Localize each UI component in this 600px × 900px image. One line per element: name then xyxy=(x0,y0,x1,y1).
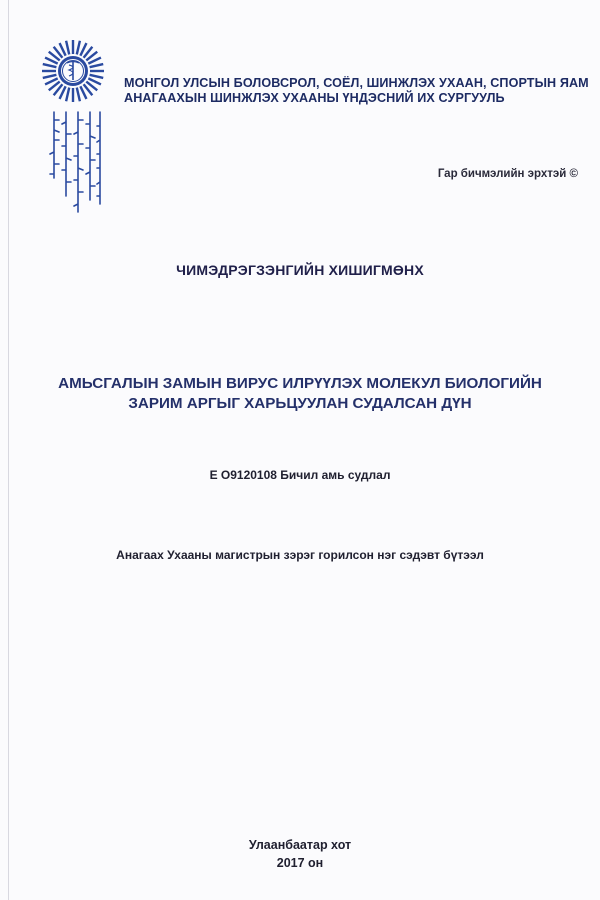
copyright-note: Гар бичмэлийн эрхтэй © xyxy=(437,168,578,180)
mongolian-script-icon xyxy=(44,108,104,218)
ministry-line-1: МОНГОЛ УЛСЫН БОЛОВСРОЛ, СОЁЛ, ШИНЖЛЭХ УХААН, СПОРТЫН ЯАМ xyxy=(124,76,589,90)
place-and-year xyxy=(0,836,600,872)
logo-ray xyxy=(77,88,80,102)
logo-ray xyxy=(43,75,57,78)
logo-ray xyxy=(66,88,69,102)
logo-ray xyxy=(90,75,104,78)
thesis-title-line-2: ЗАРИМ АРГЫГ ХАРЬЦУУЛАН СУДАЛСАН ДҮН xyxy=(128,395,472,412)
logo-ray xyxy=(43,64,57,67)
page-edge xyxy=(8,0,9,900)
logo-ray xyxy=(66,41,69,55)
logo-ray xyxy=(90,64,104,67)
year: 2017 он xyxy=(276,856,324,870)
ministry-header xyxy=(124,76,589,106)
university-name: АНАГААХЫН ШИНЖЛЭХ УХААНЫ ҮНДЭСНИЙ ИХ СУРГУУЛЬ xyxy=(124,91,505,105)
university-logo-icon xyxy=(40,38,106,104)
thesis-title-line-1: АМЬСГАЛЫН ЗАМЫН ВИРУС ИЛРҮҮЛЭХ МОЛЕКУЛ БИОЛОГИЙН xyxy=(58,375,542,392)
thesis-title xyxy=(40,374,560,414)
degree-statement: Анагаах Ухааны магистрын зэрэг горилсон нэг сэдэвт бүтээл xyxy=(116,548,484,562)
author-name: ЧИМЭДРЭГЗЭНГИЙН ХИШИГМӨНХ xyxy=(176,262,424,278)
city: Улаанбаатар хот xyxy=(248,838,352,852)
specialty-code: Е О9120108 Бичил амь судлал xyxy=(209,468,391,482)
logo-ray xyxy=(77,41,80,55)
